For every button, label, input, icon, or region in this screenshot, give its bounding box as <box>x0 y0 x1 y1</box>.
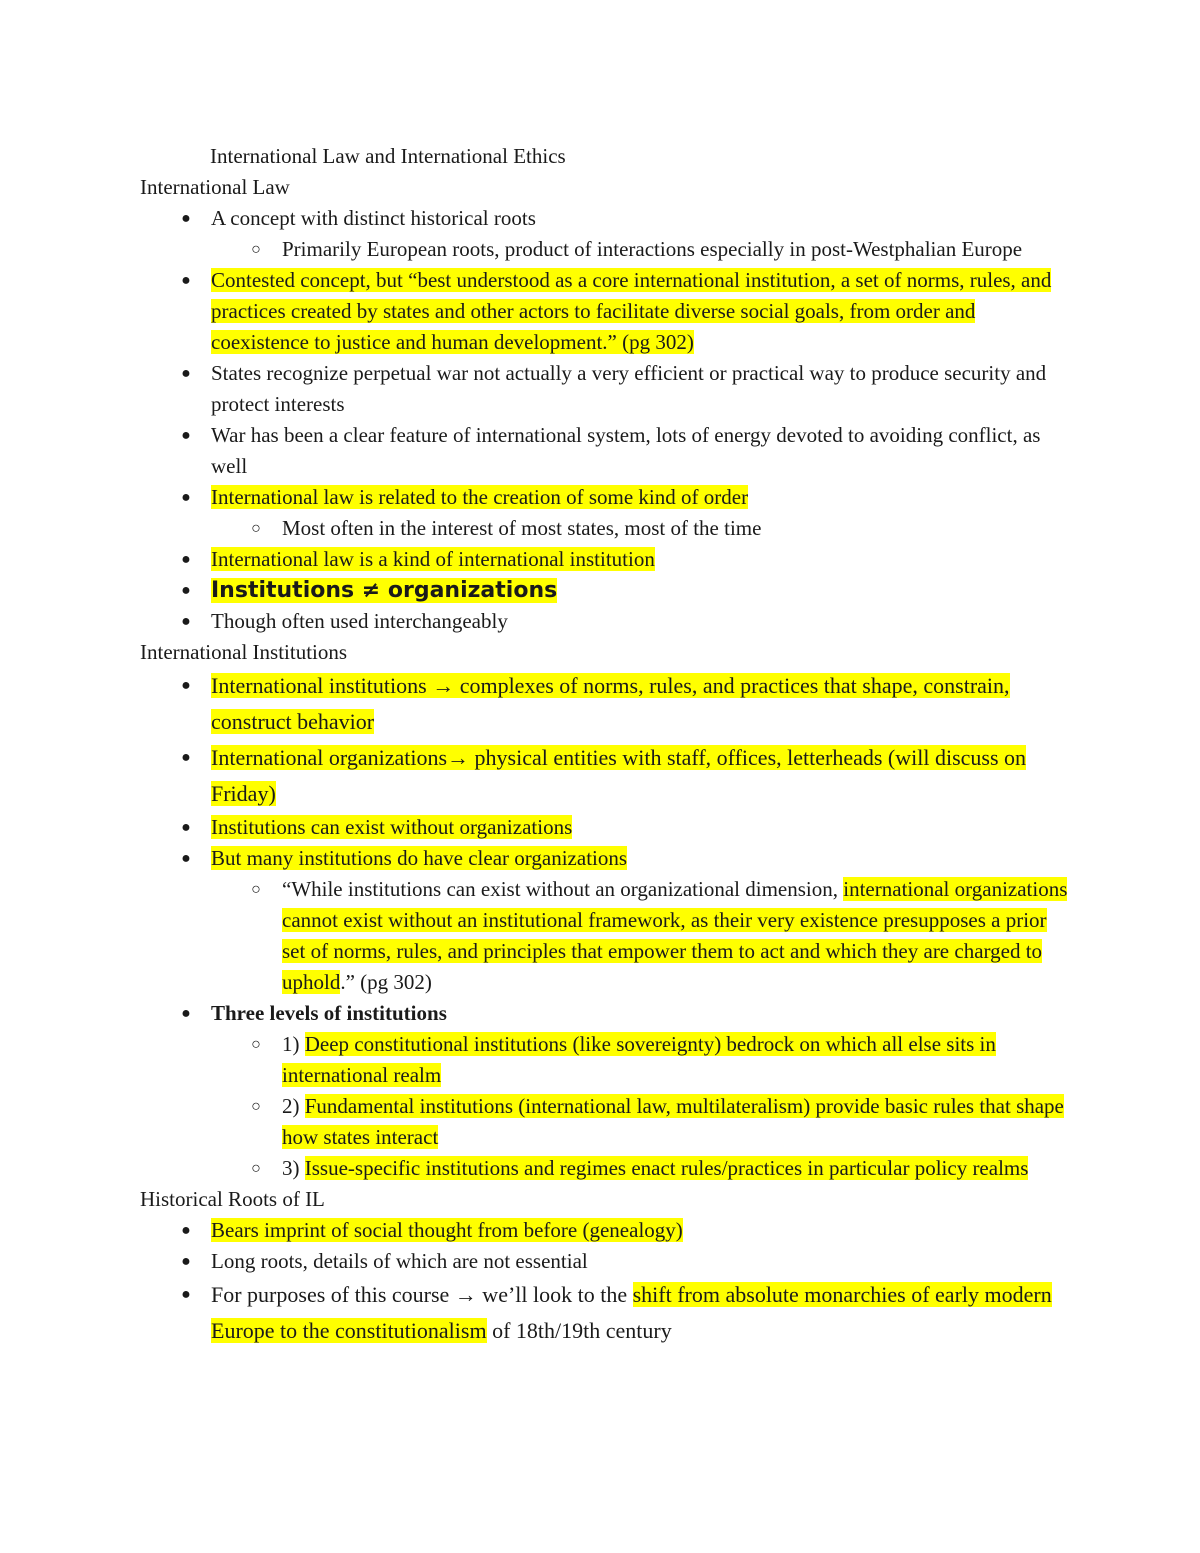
list-item <box>140 203 1070 234</box>
list-item <box>140 358 1070 420</box>
list-subitem <box>140 874 1070 998</box>
bullet-dot-icon: ● <box>181 365 191 382</box>
bullet-circle-icon: ○ <box>251 881 261 898</box>
item-number: 2) <box>282 1094 305 1118</box>
bullet-circle-icon: ○ <box>251 1160 261 1177</box>
section-heading-international-law <box>140 172 1070 203</box>
heading-text: International Law <box>140 175 290 199</box>
list-item-text: War has been a clear feature of international system, lots of energy devoted to avoiding conflict, as well <box>211 423 1041 478</box>
highlighted-text: International organizations→ physical entities with staff, offices, letterheads (will discuss on Friday) <box>211 745 1027 806</box>
highlighted-text: Deep constitutional institutions (like sovereignty) bedrock on which all else sits in international realm <box>282 1032 996 1087</box>
highlighted-text: Bears imprint of social thought from before (genealogy) <box>211 1218 683 1242</box>
list-item-text: Most often in the interest of most states, most of the time <box>282 516 762 540</box>
highlighted-text: International law is related to the creation of some kind of order <box>211 485 749 509</box>
highlighted-text: Fundamental institutions (international law, multilateralism) provide basic rules that shape how states interact <box>282 1094 1064 1149</box>
heading-text: Historical Roots of IL <box>140 1187 325 1211</box>
document-body <box>140 141 1070 1349</box>
bullet-dot-icon: ● <box>181 749 191 766</box>
highlighted-text: Institutions can exist without organizations <box>211 815 573 839</box>
bullet-dot-icon: ● <box>181 819 191 836</box>
bullet-dot-icon: ● <box>181 582 191 599</box>
citation-text: .” (pg 302) <box>340 970 432 994</box>
highlighted-text: shift from absolute monarchies of early modern Europe to the constitutionalism <box>211 1282 1052 1343</box>
list-subitem <box>140 1029 1070 1091</box>
list-item <box>140 668 1070 740</box>
bullet-circle-icon: ○ <box>251 1098 261 1115</box>
list-subitem <box>140 1153 1070 1184</box>
item-number: 1) <box>282 1032 305 1056</box>
highlighted-text: Contested concept, but “best understood as a core international institution, a set of norms, rules, and practices created by states and other actors to facilitate diverse social goals, from order and coexistence to justice and human development.” (pg 302) <box>211 268 1052 354</box>
bullet-dot-icon: ● <box>181 1286 191 1303</box>
list-subitem <box>140 234 1070 265</box>
bullet-dot-icon: ● <box>181 1253 191 1270</box>
quote-text: “While institutions can exist without an organizational dimension, <box>282 877 844 901</box>
bullet-dot-icon: ● <box>181 613 191 630</box>
document-title <box>140 141 1070 172</box>
bullet-circle-icon: ○ <box>251 1036 261 1053</box>
list-item <box>140 1215 1070 1246</box>
list-item-text: Though often used interchangeably <box>211 609 508 633</box>
list-subitem <box>140 513 1070 544</box>
bullet-dot-icon: ● <box>181 489 191 506</box>
heading-text: International Institutions <box>140 640 348 664</box>
list-item-text: Long roots, details of which are not essential <box>211 1249 588 1273</box>
highlighted-text: Institutions ≠ organizations <box>211 578 558 603</box>
bullet-dot-icon: ● <box>181 551 191 568</box>
item-number: 3) <box>282 1156 305 1180</box>
list-item <box>140 740 1070 812</box>
list-item <box>140 482 1070 513</box>
list-item <box>140 575 1070 606</box>
title-text: International Law and International Ethics <box>210 144 566 168</box>
list-item <box>140 606 1070 637</box>
bullet-dot-icon: ● <box>181 210 191 227</box>
list-subitem <box>140 1091 1070 1153</box>
list-item-text: Three levels of institutions <box>211 1001 447 1025</box>
bullet-dot-icon: ● <box>181 272 191 289</box>
list-item-text: For purposes of this course → we’ll look to the <box>211 1282 633 1307</box>
highlighted-text: International law is a kind of international institution <box>211 547 655 571</box>
list-item <box>140 998 1070 1029</box>
bullet-circle-icon: ○ <box>251 241 261 258</box>
list-item <box>140 544 1070 575</box>
highlighted-text: International institutions → complexes of norms, rules, and practices that shape, constrain, construct behavior <box>211 673 1010 734</box>
list-item <box>140 843 1070 874</box>
bullet-dot-icon: ● <box>181 427 191 444</box>
list-item <box>140 265 1070 358</box>
list-item-text: of 18th/19th century <box>486 1318 672 1343</box>
highlighted-text: international organizations cannot exist without an institutional framework, as their very existence presupposes a prior set of norms, rules, and principles that empower them to act and which they are charged to uphold <box>282 877 1068 994</box>
bullet-dot-icon: ● <box>181 1005 191 1022</box>
list-item <box>140 812 1070 843</box>
list-item-text: Primarily European roots, product of interactions especially in post-Westphalian Europe <box>282 237 1023 261</box>
list-item-text: States recognize perpetual war not actually a very efficient or practical way to produce security and protect interests <box>211 361 1047 416</box>
highlighted-text: But many institutions do have clear organizations <box>211 846 628 870</box>
bullet-dot-icon: ● <box>181 850 191 867</box>
list-item-text: A concept with distinct historical roots <box>211 206 536 230</box>
bullet-dot-icon: ● <box>181 677 191 694</box>
list-item <box>140 1277 1070 1349</box>
highlighted-text: Issue-specific institutions and regimes enact rules/practices in particular policy realms <box>304 1156 1029 1180</box>
section-heading-historical-roots <box>140 1184 1070 1215</box>
list-item <box>140 1246 1070 1277</box>
list-item <box>140 420 1070 482</box>
bullet-circle-icon: ○ <box>251 520 261 537</box>
bullet-dot-icon: ● <box>181 1222 191 1239</box>
section-heading-international-institutions <box>140 637 1070 668</box>
